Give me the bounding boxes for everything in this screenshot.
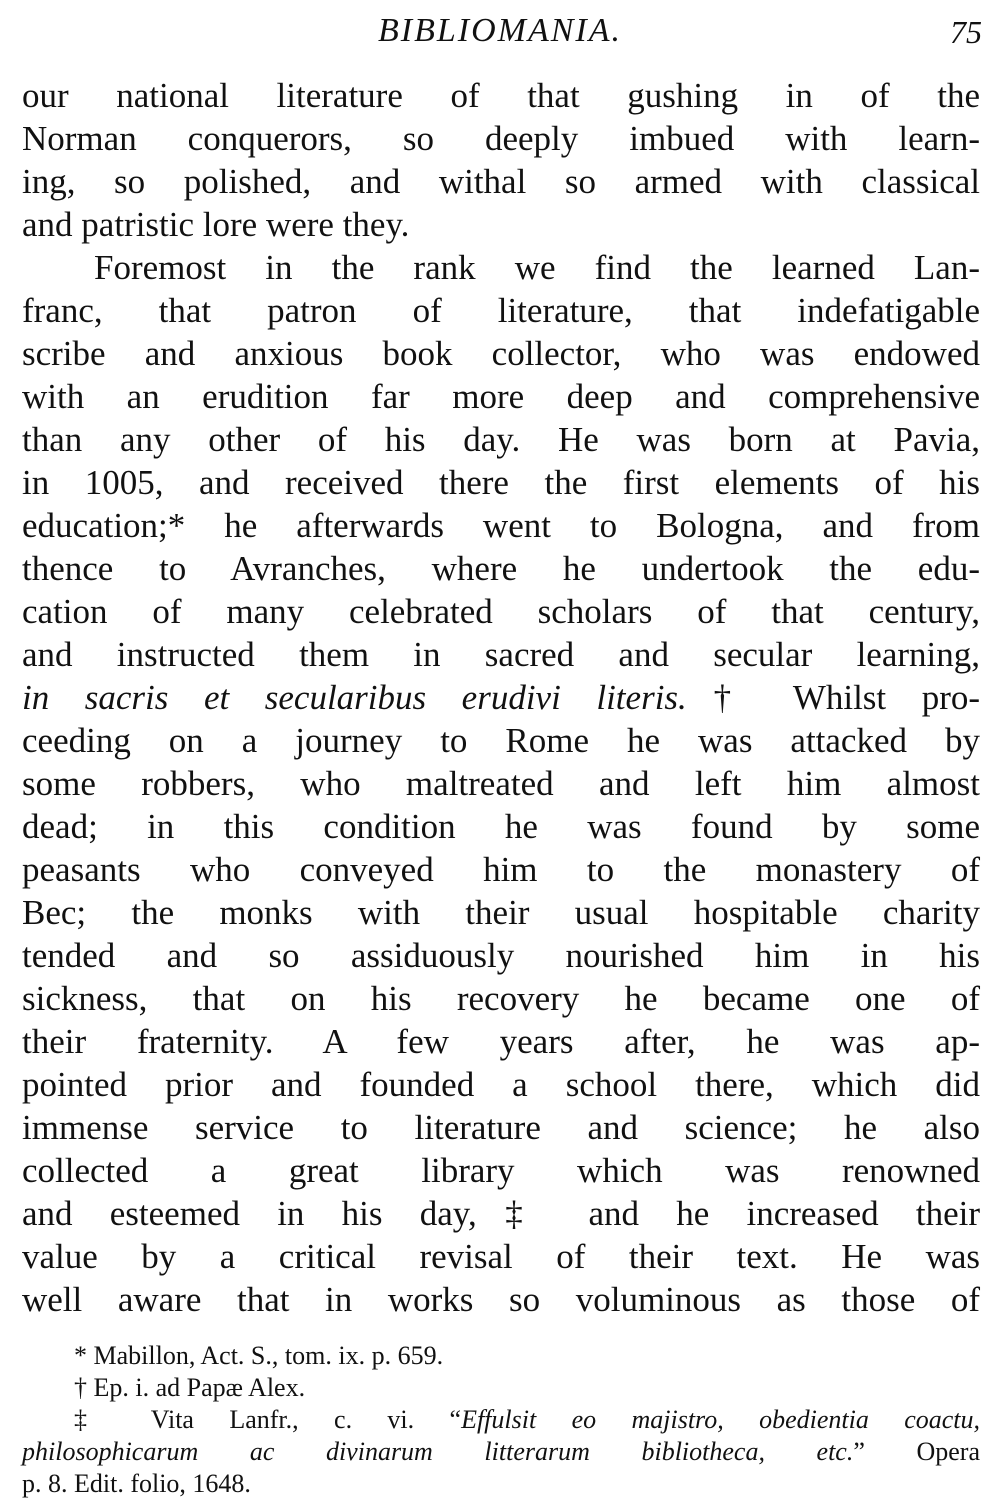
footnote-3-cont — [22, 1436, 980, 1468]
body-line: tended and so assiduously nourished him in his — [22, 936, 980, 975]
page-number: 75 — [950, 14, 982, 50]
body-line-latin — [22, 676, 980, 719]
running-head — [0, 8, 1000, 52]
body-text — [22, 74, 980, 1321]
footnote-mark-dagger: † — [686, 678, 758, 717]
body-line: sickness, that on his recovery he became one of — [22, 979, 980, 1018]
body-line: immense service to literature and science; he also — [22, 1108, 980, 1147]
body-line: scribe and anxious book collector, who was endowed — [22, 334, 980, 373]
body-line: franc, that patron of literature, that indefatigable — [22, 291, 980, 330]
footnote-1: * Mabillon, Act. S., tom. ix. p. 659. — [74, 1341, 444, 1370]
body-line: value by a critical revisal of their text. He was — [22, 1237, 980, 1276]
body-line: cation of many celebrated scholars of that century, — [22, 592, 980, 631]
footnote-3-end: p. 8. Edit. folio, 1648. — [22, 1469, 251, 1498]
running-head-title: BIBLIOMANIA. — [377, 12, 622, 49]
body-line: pointed prior and founded a school there, which did — [22, 1065, 980, 1104]
footnote-3 — [22, 1404, 980, 1436]
body-line: dead; in this condition he was found by some — [22, 807, 980, 846]
footnote-3-quote-a: Effulsit eo majistro, obedientia coactu, — [461, 1405, 980, 1434]
footnote-3-quote-b: philosophicarum ac divinarum litterarum bibliotheca, etc. — [22, 1437, 854, 1466]
body-line: education;* he afterwards went to Bologna, and from — [22, 506, 980, 545]
body-line: collected a great library which was renowned — [22, 1151, 980, 1190]
body-line: and esteemed in his day,‡ and he increased their — [22, 1194, 980, 1233]
body-line: in 1005, and received there the first elements of his — [22, 463, 980, 502]
body-line: Norman conquerors, so deeply imbued with learn- — [22, 119, 980, 158]
body-line-rest: Whilst pro- — [757, 678, 981, 717]
body-line: ceeding on a journey to Rome he was attacked by — [22, 721, 980, 760]
body-line: our national literature of that gushing in of the — [22, 76, 980, 115]
body-line: peasants who conveyed him to the monastery of — [22, 850, 980, 889]
body-line: Foremost in the rank we find the learned Lan- — [94, 248, 980, 287]
body-line: some robbers, who maltreated and left him almost — [22, 764, 980, 803]
body-line: their fraternity. A few years after, he was ap- — [22, 1022, 980, 1061]
body-line: thence to Avranches, where he undertook the edu- — [22, 549, 980, 588]
footnote-3-tail: ” Opera — [853, 1437, 980, 1466]
footnote-3-lead: ‡ Vita Lanfr., c. vi. “ — [74, 1405, 462, 1434]
body-line: ing, so polished, and withal so armed with classical — [22, 162, 980, 201]
body-line: than any other of his day. He was born at Pavia, — [22, 420, 980, 459]
body-line: and instructed them in sacred and secular learning, — [22, 635, 980, 674]
body-line: well aware that in works so voluminous as those of — [22, 1280, 980, 1319]
latin-quote: in sacris et secularibus erudivi literis. — [22, 678, 687, 717]
footnote-2: † Ep. i. ad Papæ Alex. — [74, 1373, 306, 1402]
body-line: Bec; the monks with their usual hospitable charity — [22, 893, 980, 932]
footnotes — [22, 1340, 980, 1500]
body-line: and patristic lore were they. — [22, 205, 410, 244]
body-line: with an erudition far more deep and comprehensive — [22, 377, 980, 416]
